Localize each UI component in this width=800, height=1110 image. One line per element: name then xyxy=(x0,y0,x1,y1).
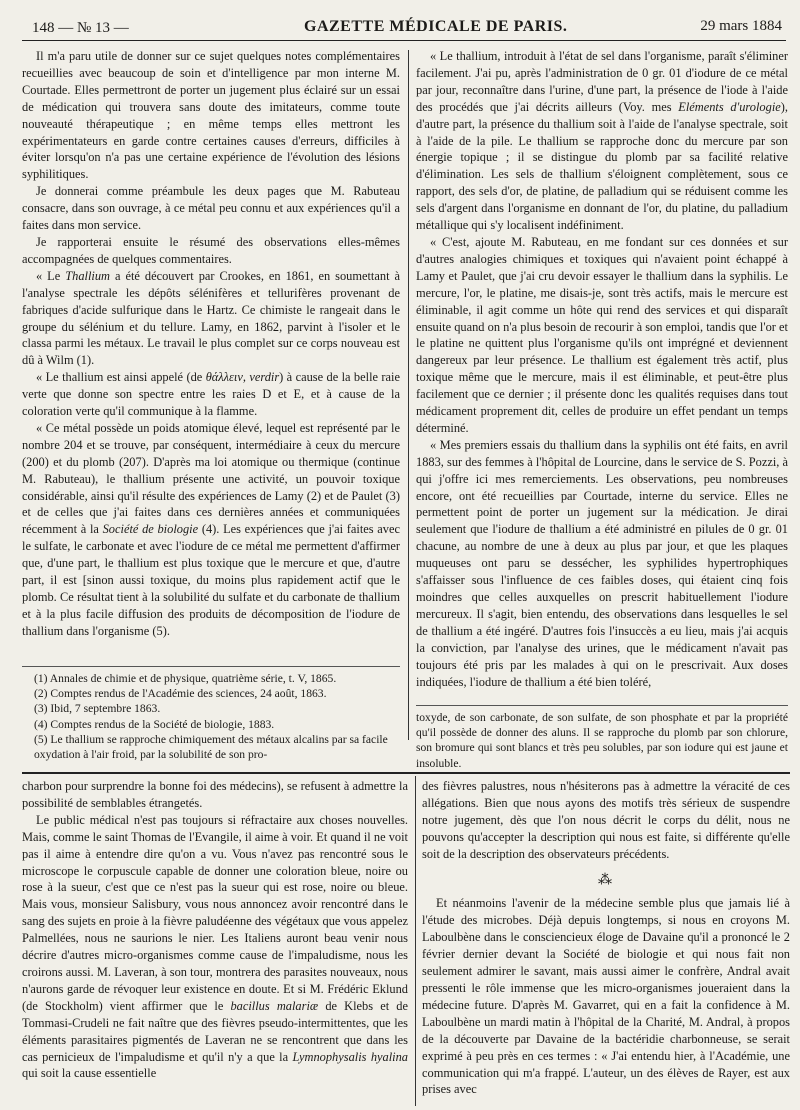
running-header xyxy=(22,16,786,41)
paragraph: Le public médical n'est pas toujours si réfractaire aux choses nouvelles. Mais, comme le saint Thomas de l'Evangile, il aime à voir. Et quand il ne voit pas il aime à entendre dire qu'on a vu. Vous n'avez pas rencontré sous le microscope le corpuscule capable de donner une coloration bleue, noire ou rose à la sueur, c'est que ce n'est pas la sueur qui est rose, noire ou bleue. Mais vous, monsieur Salisbury, vous nous annoncez avoir rencontré dans le sang des sujets en proie à la fièvre paludéenne des végétaux que vous appelez Palmellées, nous ne saurions le nier. Les Italiens auront beau venir nous décrire d'autres micro-organismes comme cause de l'impaludisme, nous les croirons aussi. M. Laveran, à son tour, montrera des parasites nouveaux, nous n'aurons garde de révoquer leur existence en doute. Et si M. Frédéric Eklund (de Stockholm) vient affirmer que le bacillus malariæ de Klebs et de Tommasi-Crudeli ne fait naître que des fièvres pseudo-intermittentes, que les éléments parasitaires pigmentés de Laveran ne se rencontrent que dans les cas pernicieux de l'impaludisme et qu'il n'y a que la Lymnophysalis hyalina qui soit la cause essentielle xyxy=(22,812,408,1081)
footnote: (3) Ibid, 7 septembre 1863. xyxy=(34,702,161,716)
paragraph: « Le thallium est ainsi appelé (de θάλλειν, verdir) à cause de la belle raie verte que donne son spectre entre les raies D et E, et à cause de la coloration verte qu'il communique à la flamme. xyxy=(22,370,400,419)
issue-date: 29 mars 1884 xyxy=(700,18,782,34)
footnotes xyxy=(22,666,400,762)
paragraph: « Le thallium, introduit à l'état de sel dans l'organisme, paraît s'éliminer facilement. J'ai pu, après l'administration de 0 gr. 01 d'iodure de ce métal par jour, reconnaître dans l'urine, d'une part, la présence de l'iode à l'aide des procédés que j'ai décrits ailleurs (Voy. mes Eléments d'urologie), d'autre part, la présence du thallium soit à l'aide de l'analyse spectrale, soit à l'aide de la pile. Le thallium se rapproche donc du mercure par son énergie topique ; il se distingue du plomb par sa facilité relative d'élimination. Les sels de thallium s'éloignent complètement, sous ce rapport, des sels d'or, de platine, de palladium qui se réduisent comme les sels d'argent dans l'organisme en donnant de l'or, du platine, du palladium métallique qui s'y localisent indéfiniment. xyxy=(416,49,788,233)
paragraph: Et néanmoins l'avenir de la médecine semble plus que jamais lié à l'étude des microbes. Déjà depuis longtemps, si nous en croyons M. Laboulbène dans le consciencieux éloge de Davaine qu'il a prononcé le 2 février dernier devant la Société de biologie et qui nous fait non seulement admirer le savant, mais aussi aimer le confrère, Andral avait pressenti le rôle immense que les micro-organismes joueraient dans la médecine future. D'après M. Gavarret, qui en a fait la confidence à M. Laboulbène un mardi matin à l'hôpital de la Charité, M. Andral, à propos de la découverte par Davaine de la bactéridie charbonneuse, se serait exprimé à peu près en ces termes : « J'ai entendu hier, à l'Académie, une communication qui m'a frappé. L'auteur, un des élèves de Rayer, est aux prises avec xyxy=(422,896,790,1097)
feuilleton-right xyxy=(422,778,790,1098)
journal-title: GAZETTE MÉDICALE DE PARIS. xyxy=(304,18,568,35)
footnote: (1) Annales de chimie et de physique, quatrième série, t. V, 1865. xyxy=(34,672,337,685)
paragraph: « Le Thallium a été découvert par Crookes, en 1861, en soumettant à l'analyse spectrale les dépôts sélénifères et tellurifères provenant de fabriques d'acide sulfurique dans le Hartz. Ce chimiste le rangeait dans le groupe du sélénium et du tellure. Lamy, en 1862, parvint à l'isoler et le classa parmi les métaux. Le travail le plus complet sur ce corps nouveau est dû à Wilm (1). xyxy=(22,268,400,368)
page-number: 148 — № 13 — xyxy=(32,20,129,36)
footnote: (5) Le thallium se rapproche chimiquement des métaux alcalins par sa facile oxydation à l'air froid, par la solubilité de son pro- xyxy=(34,732,388,762)
paragraph: « Mes premiers essais du thallium dans la syphilis ont été faits, en avril 1883, sur des femmes à l'hôpital de Lourcine, dans le service de S. Pozzi, à qui j'offre ici mes remerciements. Les observations, peu nombreuses encore, ont été recueillies par Courtade, interne du service. Elles ne permettent point de porter un jugement sur la médication. Je dirai seulement que l'iodure de thallium a été administré en pilules de 0 gr. 01 chacune, au nombre de une à deux au plus par jour, et que les plaques muqueuses ont paru se dessécher, les syphilides hypertrophiques s'affaisser sous l'influence de ces faibles doses, qui étaient cinq fois moindres que celles auxquelles on prescrit habituellement l'iodure mercureux. Il s'agit, bien entendu, des observations dans lesquelles le sel de thallium a été ingéré. D'autres fois l'insuccès a eu lieu, mais j'ai acquis la conviction, par l'analyse des urines, que le médicament n'avait pas toujours été pris par les malades à qui on le prescrivait. Aux doses indiquées, l'iodure de thallium a été bien toléré, xyxy=(416,437,788,689)
footnote: (4) Comptes rendus de la Société de biologie, 1883. xyxy=(34,717,275,731)
column-divider xyxy=(415,776,416,1106)
section-separator: ⁂ xyxy=(598,872,614,888)
footnote: (2) Comptes rendus de l'Académie des sciences, 24 août, 1863. xyxy=(34,687,327,701)
paragraph: « Ce métal possède un poids atomique élevé, lequel est représenté par le nombre 204 et se trouve, par conséquent, intermédiaire à ceux du mercure (200) et du plomb (207). D'après ma loi atomique ou thermique (continue M. Rabuteau), le thallium présente une activité, un pouvoir toxique considérable, ainsi qu'il résulte des expériences de Lamy (2) et de Paulet (3) et de celles que j'ai faites dans ces dernières années et communiquées récemment à la Société de biologie (4). Les expériences que j'ai faites avec le sulfate, le carbonate et avec l'iodure de ce métal me permettent d'affirmer que, d'une part, le thallium est plus toxique que le mercure et que, d'autre part, il est [sinon aussi toxique, du moins plus rapidement actif que le plomb. Ce résultat tient à la solubilité du sulfate et du carbonate de thallium et à la plus facile diffusion des produits de décomposition de l'iodure de thallium dans l'organisme (5). xyxy=(22,420,400,638)
section-rule xyxy=(22,772,790,774)
paragraph: charbon pour surprendre la bonne foi des médecins), se refusent à admettre la possibilité de semblables étrangetés. xyxy=(22,779,408,810)
paragraph: « C'est, ajoute M. Rabuteau, en me fondant sur ces données et sur d'autres analogies chimiques et toxiques qui n'avaient point échappé à Lamy et Paulet, que j'ai cru devoir essayer le thallium dans la syphilis. Le mercure, l'or, le platine, me disais-je, sont très actifs, mais le mercure est éliminable, il agit comme un hôte qui rend des services et qui disparaît ensuite quand on n'a plus besoin de recourir à son emploi, tandis que l'or et le platine ne quittent plus l'organisme qu'ils ont imprégné et deviennent dangereux par leur présence. Le thallium est également très actif, plus toxique même que le mercure, mais il est éliminable, et peut-être plus facilement que ce dernier ; il présente donc les qualités requises dans tout médicament proprement dit, celles de produire un effet pendant un temps déterminé. xyxy=(416,234,788,435)
right-column xyxy=(416,48,788,690)
footnote: toxyde, de son carbonate, de son sulfate, de son phosphate et par la propriété qu'il possède de donner des aluns. Il se rapproche du plomb par son chlorure, son bromure qui sont blancs et très peu solubles, par son iodure qui est jaune et insoluble. xyxy=(416,711,788,770)
paragraph: des fièvres palustres, nous n'hésiterons pas à admettre la véracité de ces allégations. Bien que nous ayons des motifs très sérieux de suspendre notre jugement, dès que l'on nous décrit le corps du délit, nous ne pouvons qu'accepter la description qui nous est faite, si différente qu'elle soit de la description des observateurs précédents. xyxy=(422,779,790,861)
paragraph: Il m'a paru utile de donner sur ce sujet quelques notes complémentaires recueillies avec beaucoup de soin et d'intelligence par mon interne M. Courtade. Elles permettront de porter un jugement plus éclairé sur un essai de médication qui trouvera sans doute des imitateurs, comme toute nouveauté thérapeutique ; en même temps elles mettront les expérimentateurs en garde contre certaines causes d'erreurs, difficiles à éviter lorsqu'on n'a pas une certaine expérience de l'évolution des lésions syphilitiques. xyxy=(22,49,400,182)
footnote-continuation xyxy=(416,705,788,771)
feuilleton-left xyxy=(22,778,408,1082)
column-divider xyxy=(408,50,409,740)
paragraph: Je rapporterai ensuite le résumé des observations elles-mêmes accompagnées de quelques commentaires. xyxy=(22,234,400,266)
left-column xyxy=(22,48,400,640)
paragraph: Je donnerai comme préambule les deux pages que M. Rabuteau consacre, dans son ouvrage, à ce métal peu connu et aux expériences qu'il a faites dans mon service. xyxy=(22,184,400,233)
